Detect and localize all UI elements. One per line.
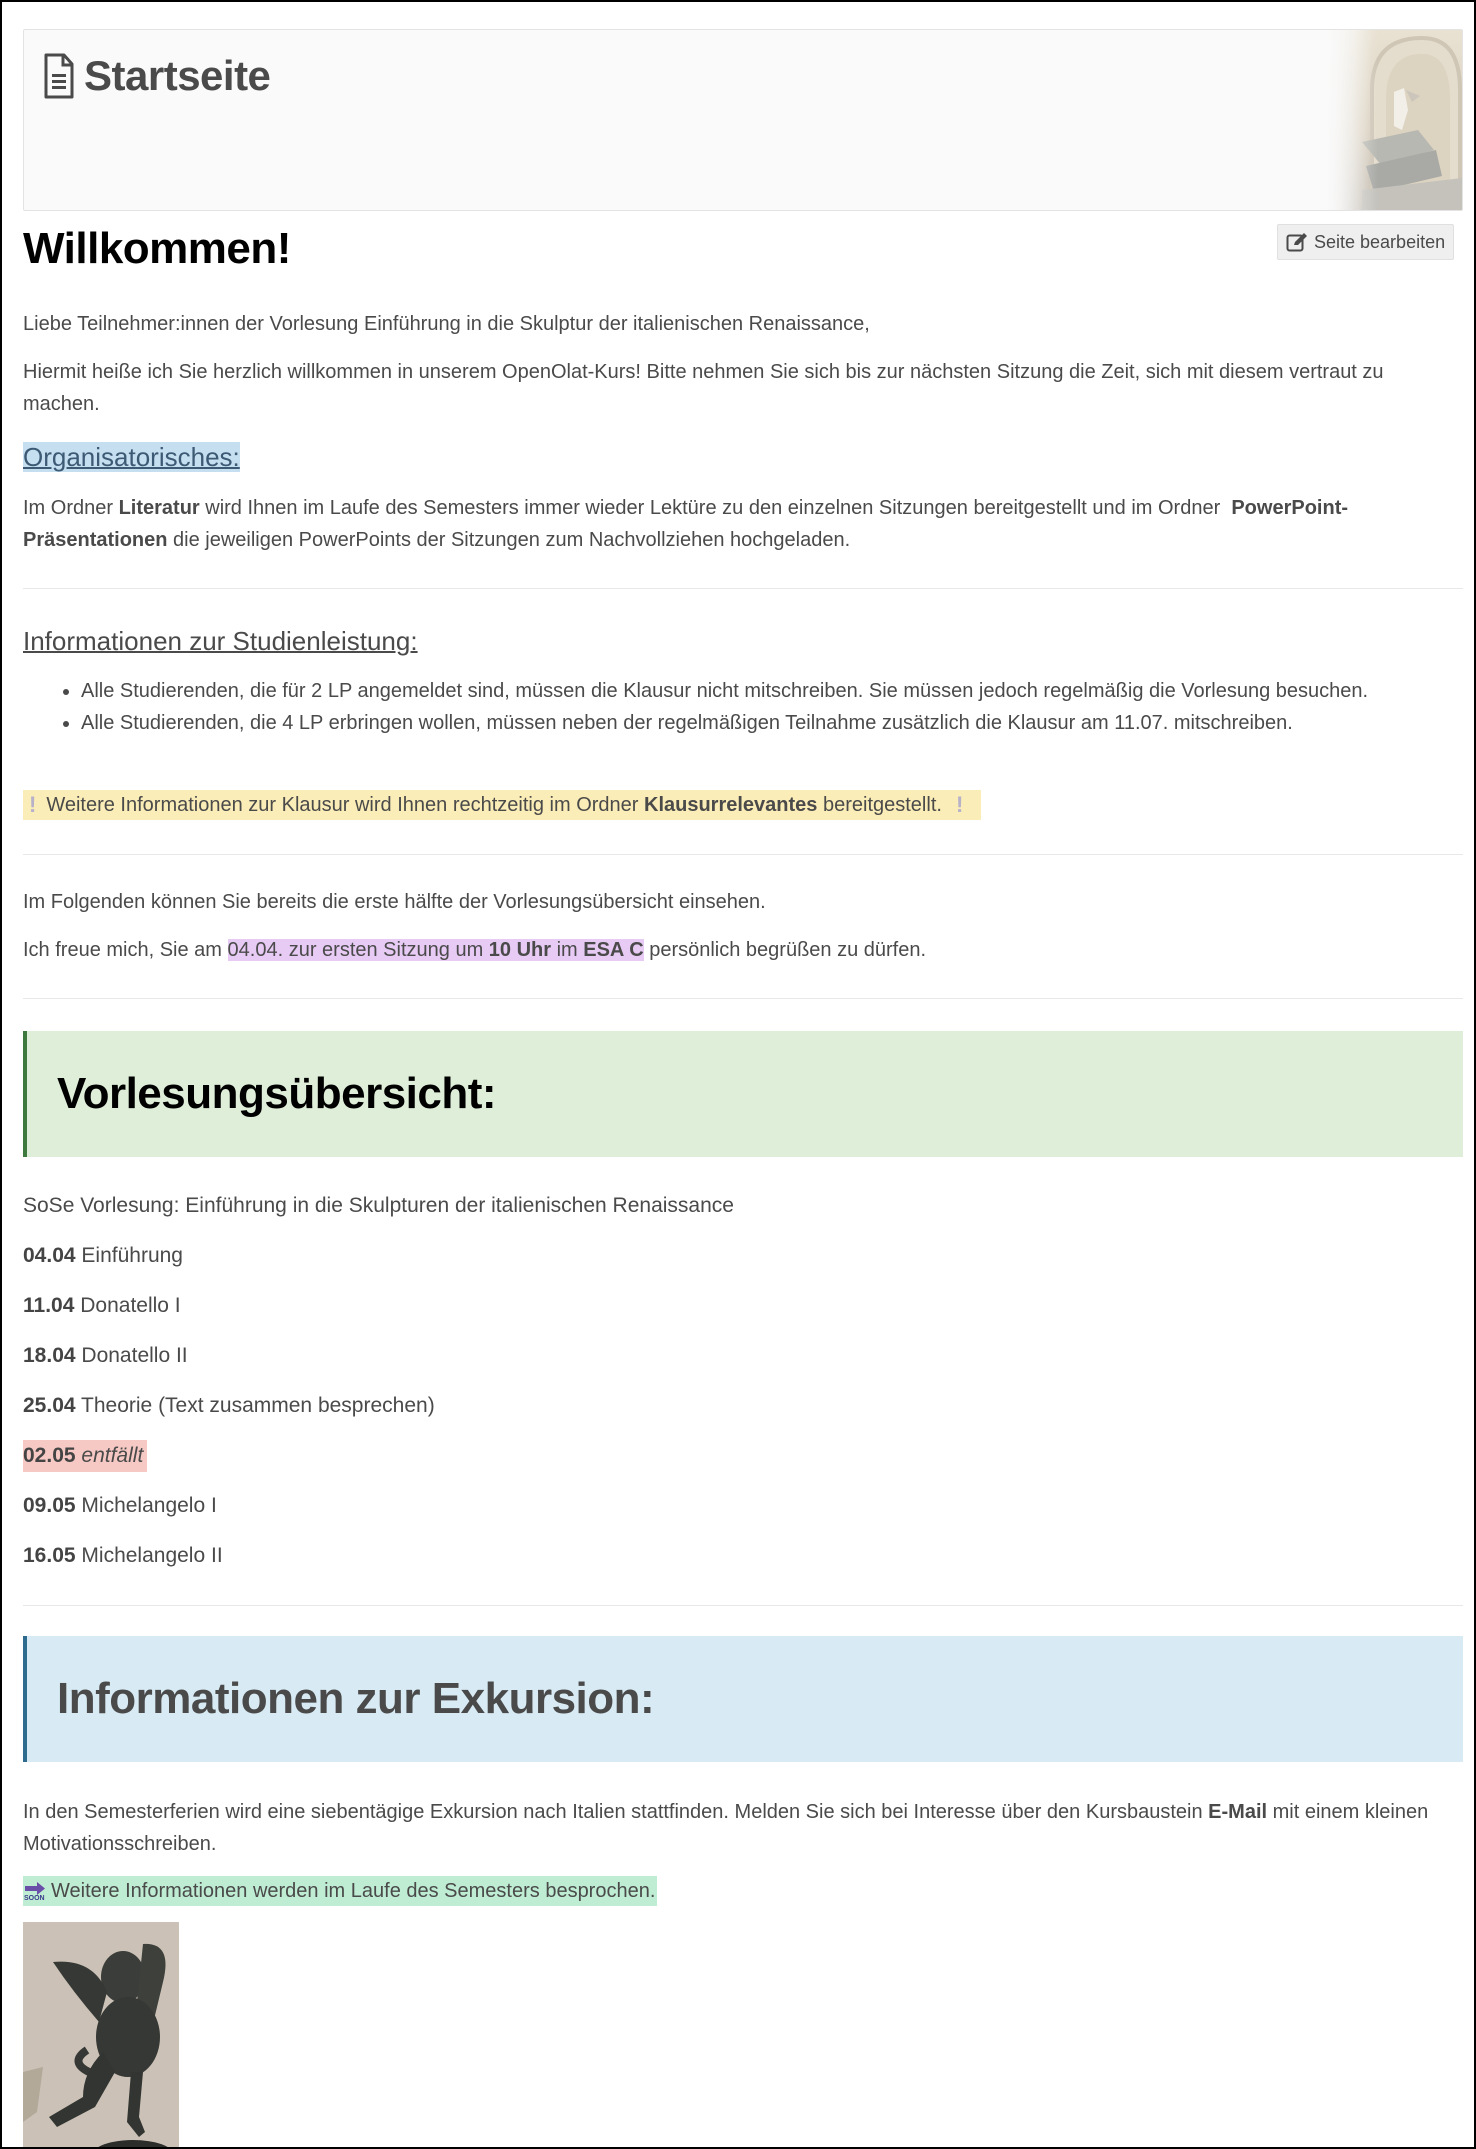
session-title: Michelangelo I [81,1494,217,1517]
klausur-note [23,790,981,820]
vorlesung-heading: Vorlesungsübersicht: [57,1069,497,1118]
vorlesung-subtitle: SoSe Vorlesung: Einführung in die Skulpturen der italienischen Renaissance [23,1194,734,1217]
putto-illustration [23,1922,179,2149]
session-date: 11.04 [23,1294,75,1317]
exkursion-text-part: In den Semesterferien wird eine siebentägige Exkursion nach Italien stattfinden. Melden Sie sich bei Interesse über den Kursbaustein [23,1801,1209,1823]
org-text-part: wird Ihnen im Laufe des Semesters immer wieder Lektüre zu den einzelnen Sitzungen bereitgestellt und im Ordner [199,497,1232,519]
klausur-note-part: Weitere Informationen zur Klausur wird Ihnen rechtzeitig im Ordner [46,794,644,816]
first-session-part: Ich freue mich, Sie am [23,939,228,961]
session-date: 02.05 [23,1444,76,1467]
session-title: Theorie (Text zusammen besprechen) [81,1394,435,1417]
session-date: 25.04 [23,1394,76,1417]
vorlesung-banner [23,1031,1463,1157]
exkursion-banner [23,1636,1463,1762]
email-module-name: E-Mail [1208,1801,1268,1823]
exkursion-note [23,1876,657,1906]
header-sculpture-image [1322,30,1462,210]
literatur-folder-name: Literatur [118,497,200,519]
session-item-cancelled [23,1440,147,1472]
file-text-icon [44,53,74,99]
session-item [23,1240,183,1272]
section-divider [23,854,1463,855]
exkursion-text-part: mit einem kleinen Motivationsschreiben. [23,1801,1429,1855]
section-divider [23,998,1463,999]
first-session-part: im [551,939,584,961]
exclamation-icon: ! [29,792,37,817]
first-session-text [23,934,1463,966]
welcome-heading: Willkommen! [23,224,291,273]
session-date: 16.05 [23,1544,76,1567]
session-title: Donatello II [81,1344,188,1367]
studienleistung-item: • Alle Studierenden, die 4 LP erbringen wollen, müssen neben der regelmäßigen Teilnahme zusätzlich die Klausur am 11.07. mitschreiben. [81,707,1476,739]
exkursion-heading: Informationen zur Exkursion: [57,1674,655,1723]
greeting-text: Liebe Teilnehmer:innen der Vorlesung Einführung in die Skulptur der italienischen Renaissance, [23,313,870,335]
first-session-part: persönlich begrüßen zu dürfen. [643,939,927,961]
klausur-note-part: bereitgestellt. [817,794,942,816]
exkursion-note-text: Weitere Informationen werden im Laufe des Semesters besprochen. [51,1880,656,1902]
header-image-illustration [1322,30,1462,210]
section-divider [23,588,1463,589]
soon-arrow-icon [23,1879,47,1903]
organisatorisches-heading [23,440,240,474]
folgenden-text: Im Folgenden können Sie bereits die erste hälfte der Vorlesungsübersicht einsehen. [23,891,766,913]
studienleistung-list [23,675,1476,739]
session-item [23,1490,217,1522]
session-item [23,1340,188,1372]
session-date: 18.04 [23,1344,76,1367]
session-date: 09.05 [23,1494,76,1517]
studienleistung-heading: Informationen zur Studienleistung: [23,626,418,656]
soon-icon-text: SOON [24,1895,45,1902]
page-title [44,52,270,100]
organisatorisches-heading-text: Organisatorisches: [23,442,240,472]
session-title: Donatello I [80,1294,181,1317]
edit-icon [1286,232,1308,252]
first-session-part: 04.04. zur ersten Sitzung um [227,939,489,961]
organisatorisches-text [23,492,1463,556]
putto-sculpture-image [23,1922,179,2149]
klausur-note-text [46,790,942,820]
session-date: 04.04 [23,1244,76,1267]
intro-text: Hiermit heiße ich Sie herzlich willkommen in unserem OpenOlat-Kurs! Bitte nehmen Sie sich bis zur nächsten Sitzung die Zeit, sich mit diesem vertraut zu machen. [23,361,1384,415]
session-item [23,1540,223,1572]
section-divider [23,1605,1463,1606]
first-session-highlight [228,939,644,961]
session-title: Einführung [81,1244,183,1267]
org-text-part: Im Ordner [23,497,119,519]
page-header [23,29,1463,211]
edit-page-label: Seite bearbeiten [1314,231,1446,252]
exclamation-icon: ! [955,792,964,817]
page-title-text: Startseite [84,52,271,99]
first-session-room: ESA C [583,939,644,961]
powerpoint-folder-name: PowerPoint-Präsentationen [23,497,1349,551]
session-title: Michelangelo II [81,1544,223,1567]
first-session-time: 10 Uhr [488,939,552,961]
edit-page-button[interactable] [1277,224,1454,260]
session-item [23,1390,435,1422]
studienleistung-item: • Alle Studierenden, die für 2 LP angemeldet sind, müssen die Klausur nicht mitschreiben. Sie müssen jedoch regelmäßig die Vorlesung besuchen. [81,675,1476,707]
exkursion-text [23,1796,1463,1860]
org-text-part: die jeweiligen PowerPoints der Sitzungen zum Nachvollziehen hochgeladen. [167,529,851,551]
klausurrelevantes-folder-name: Klausurrelevantes [644,794,818,816]
session-item [23,1290,181,1322]
session-title: entfällt [81,1444,144,1467]
